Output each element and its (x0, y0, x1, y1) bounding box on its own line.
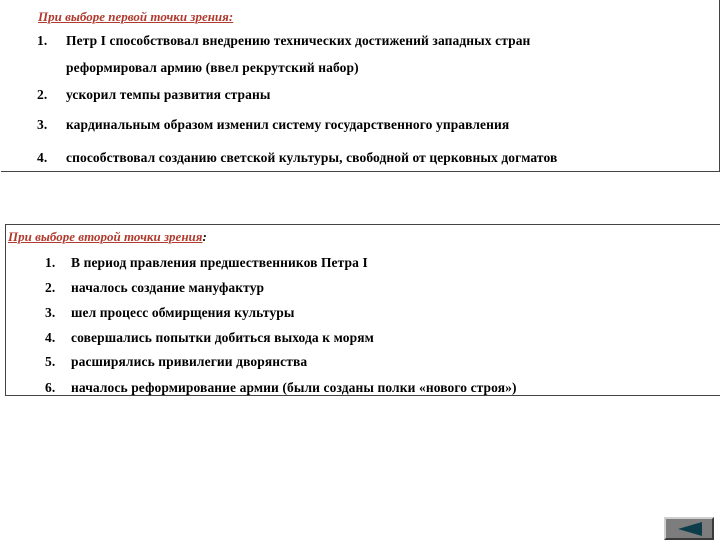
item-text: способствовал созданию светской культуры, свободной от церковных догматов (66, 150, 558, 165)
item-number: 5. (45, 354, 56, 369)
left-triangle-icon (677, 521, 703, 537)
item-text: реформировал армию (ввел рекрутский набор) (66, 60, 359, 75)
item-number: 4. (45, 330, 56, 345)
second-viewpoint-heading-text: При выборе второй точки зрения (8, 229, 203, 244)
back-button[interactable] (664, 517, 714, 540)
item-text: расширялись привилегии дворянства (71, 354, 308, 369)
item-text: началось создание мануфактур (71, 280, 265, 295)
item-number: 3. (45, 305, 56, 320)
first-viewpoint-panel (1, 0, 720, 172)
item-number: 6. (45, 380, 56, 395)
item-text: В период правления предшественников Петра I (71, 255, 368, 270)
second-viewpoint-panel (5, 224, 720, 396)
item-number: 2. (37, 87, 48, 102)
item-text: ускорил темпы развития страны (66, 87, 271, 102)
item-text: шел процесс обмирщения культуры (71, 305, 295, 320)
item-number: 2. (45, 280, 56, 295)
item-number: 1. (37, 33, 48, 48)
heading-colon: : (202, 229, 207, 244)
item-number: 1. (45, 255, 56, 270)
item-text: совершались попытки добиться выхода к морям (71, 330, 374, 345)
item-text: началось реформирование армии (были созданы полки «нового строя») (71, 380, 517, 395)
item-text: кардинальным образом изменил систему государственного управления (66, 117, 510, 132)
item-number: 4. (37, 150, 48, 165)
item-text: Петр I способствовал внедрению технических достижений западных стран (66, 33, 531, 48)
second-viewpoint-heading (8, 229, 207, 245)
first-viewpoint-heading: При выборе первой точки зрения: (38, 9, 234, 24)
item-number: 3. (37, 117, 48, 132)
